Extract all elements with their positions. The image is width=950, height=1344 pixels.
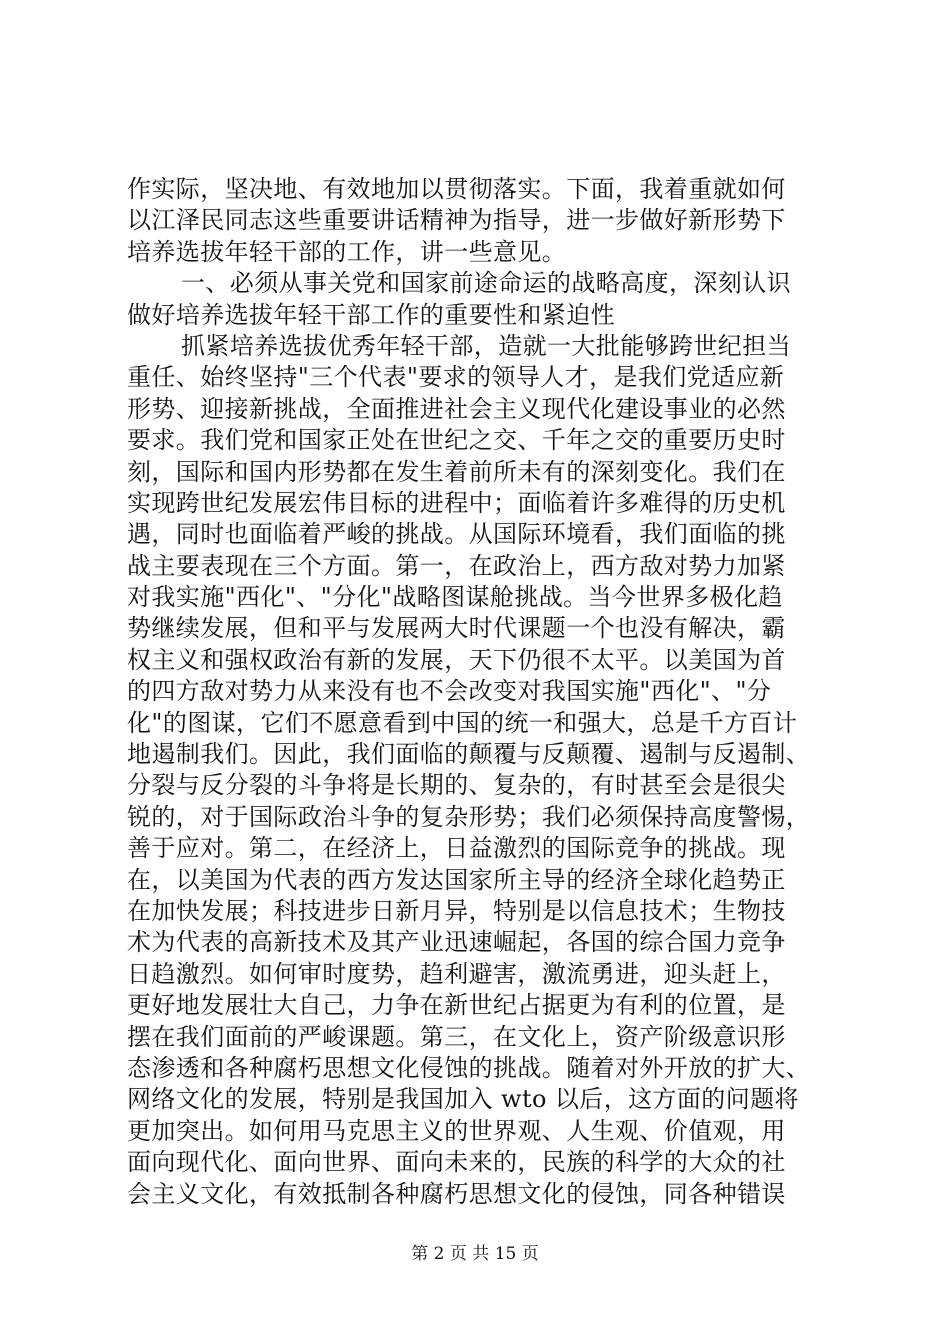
- text-line: 锐的，对于国际政治斗争的复杂形势；我们必须保持高度警惕，: [127, 802, 811, 831]
- section-heading-line: 一、必须从事关党和国家前途命运的战略高度，深刻认识: [181, 269, 791, 298]
- text-line: 以江泽民同志这些重要讲话精神为指导，进一步做好新形势下: [127, 206, 786, 235]
- text-line: 权主义和强权政治有新的发展，天下仍很不太平。以美国为首: [127, 645, 786, 674]
- text-line: 抓紧培养选拔优秀年轻干部，造就一大批能够跨世纪担当: [181, 331, 791, 360]
- text-line: 培养选拔年轻干部的工作，讲一些意见。: [127, 237, 567, 266]
- text-line: 日趋激烈。如何审时度势，趋利避害，激流勇进，迎头赶上，: [127, 959, 786, 988]
- text-line: 摆在我们面前的严峻课题。第三，在文化上，资产阶级意识形: [127, 1022, 786, 1051]
- text-line: 态渗透和各种腐朽思想文化侵蚀的挑战。随着对外开放的扩大、: [127, 1053, 811, 1082]
- text-line: 术为代表的高新技术及其产业迅速崛起，各国的综合国力竞争: [127, 928, 786, 957]
- section-heading-line: 做好培养选拔年轻干部工作的重要性和紧迫性: [127, 300, 615, 329]
- text-line: 在，以美国为代表的西方发达国家所主导的经济全球化趋势正: [127, 865, 786, 894]
- text-line: 形势、迎接新挑战，全面推进社会主义现代化建设事业的必然: [127, 394, 786, 423]
- page-footer: [0, 1243, 950, 1265]
- text-line: 刻，国际和国内形势都在发生着前所未有的深刻变化。我们在: [127, 457, 786, 486]
- text-line: 势继续发展，但和平与发展两大时代课题一个也没有解决，霸: [127, 614, 786, 643]
- text-line: 善于应对。第二，在经济上，日益激烈的国际竞争的挑战。现: [127, 834, 786, 863]
- page-number-label: 第 2 页 共 15 页: [411, 1244, 539, 1264]
- text-line: 更好地发展壮大自己，力争在新世纪占据更为有利的位置，是: [127, 991, 786, 1020]
- text-line: 重任、始终坚持"三个代表"要求的领导人才，是我们党适应新: [127, 363, 785, 392]
- text-line: 会主义文化，有效抵制各种腐朽思想文化的侵蚀，同各种错误: [127, 1179, 786, 1208]
- text-line: 的四方敌对势力从来没有也不会改变对我国实施"西化"、"分: [127, 677, 772, 706]
- document-body: [127, 174, 827, 1210]
- text-line: 战主要表现在三个方面。第一，在政治上，西方敌对势力加紧: [127, 551, 786, 580]
- text-line: 更加突出。如何用马克思主义的世界观、人生观、价值观，用: [127, 1116, 786, 1145]
- text-line: 要求。我们党和国家正处在世纪之交、千年之交的重要历史时: [127, 426, 786, 455]
- text-line: 分裂与反分裂的斗争将是长期的、复杂的，有时甚至会是很尖: [127, 771, 786, 800]
- text-line: 网络文化的发展，特别是我国加入 wto 以后，这方面的问题将: [127, 1085, 799, 1114]
- text-line: 作实际，坚决地、有效地加以贯彻落实。下面，我着重就如何: [127, 175, 786, 203]
- text-line: 遇，同时也面临着严峻的挑战。从国际环境看，我们面临的挑: [127, 520, 786, 549]
- text-line: 在加快发展；科技进步日新月异，特别是以信息技术；生物技: [127, 896, 786, 925]
- text-line: 对我实施"西化"、"分化"战略图谋舱挑战。当今世界多极化趋: [127, 583, 783, 612]
- text-line: 地遏制我们。因此，我们面临的颠覆与反颠覆、遏制与反遏制、: [127, 740, 811, 769]
- text-line: 面向现代化、面向世界、面向未来的，民族的科学的大众的社: [127, 1148, 786, 1177]
- text-line: 实现跨世纪发展宏伟目标的进程中；面临着许多难得的历史机: [127, 488, 786, 517]
- text-line: 化"的图谋，它们不愿意看到中国的统一和强大，总是千方百计: [127, 708, 798, 737]
